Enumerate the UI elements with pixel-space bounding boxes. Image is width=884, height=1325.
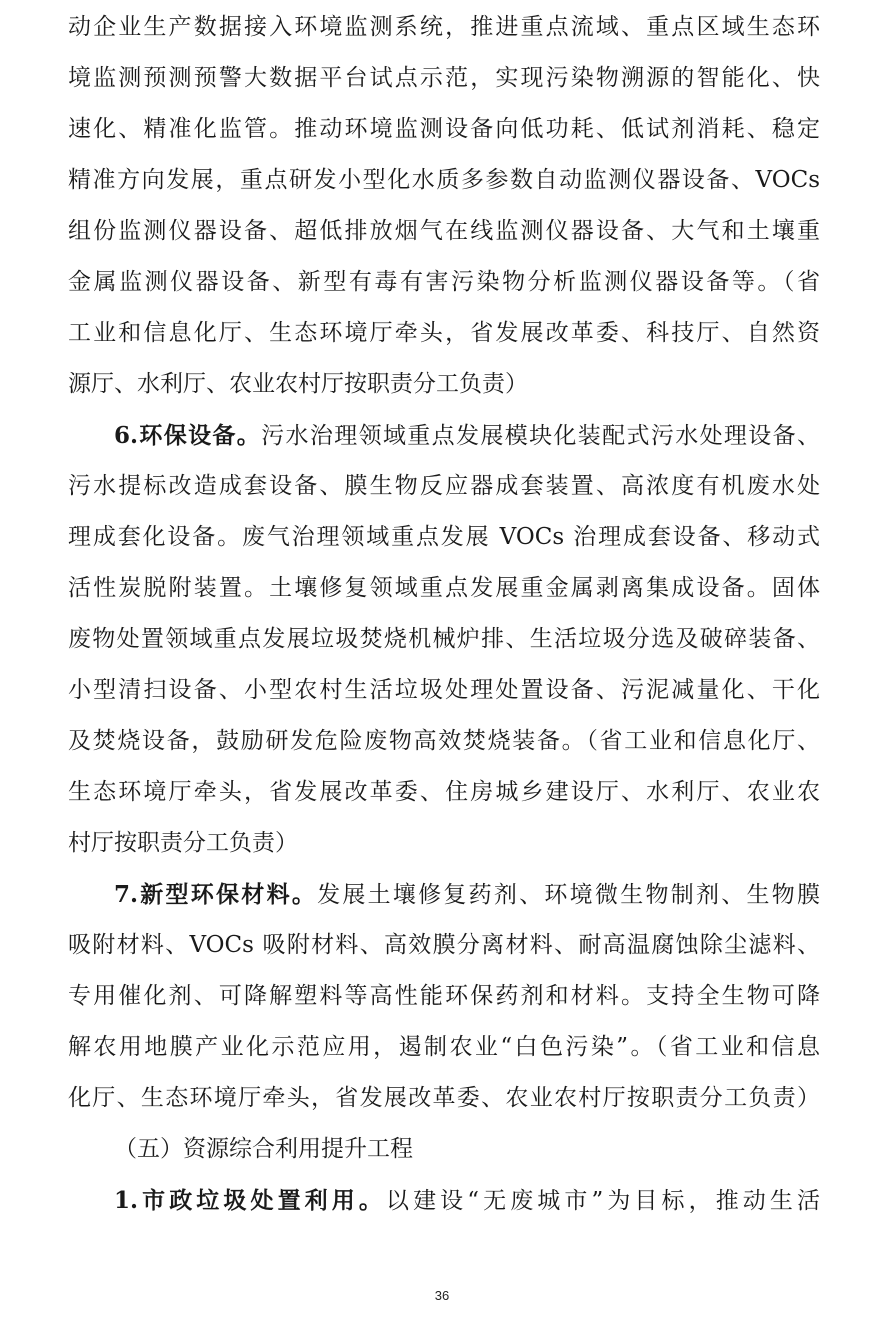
text-line (68, 869, 820, 920)
text-line (68, 1175, 820, 1226)
text-line: 生态环境厅牵头，省发展改革委、住房城乡建设厅、水利厅、农业农 (68, 779, 820, 805)
text-line: 小型清扫设备、小型农村生活垃圾处理处置设备、污泥减量化、干化 (68, 677, 820, 703)
paragraph-env-monitoring (68, 2, 820, 410)
text-line: 源厅、水利厅、农业农村厅按职责分工负责） (68, 371, 528, 397)
text-line: 污水提标改造成套设备、膜生物反应器成套装置、高浓度有机废水处 (68, 473, 820, 499)
text-span: 发展土壤修复药剂、环境微生物制剂、生物膜 (317, 882, 821, 908)
text-line: 活性炭脱附装置。土壤修复领域重点发展重金属剥离集成设备。固体 (68, 575, 820, 601)
section-heading-municipal-waste: 1.市政垃圾处置利用。 (114, 1187, 386, 1214)
text-line: 化厅、生态环境厅牵头，省发展改革委、农业农村厅按职责分工负责） (68, 1085, 820, 1111)
section-heading-env-equipment: 6.环保设备。 (114, 422, 262, 449)
text-line: 理成套化设备。废气治理领域重点发展 VOCs 治理成套设备、移动式 (68, 524, 820, 550)
paragraph-env-equipment (68, 410, 820, 869)
text-line: 动企业生产数据接入环境监测系统，推进重点流域、重点区域生态环 (68, 14, 820, 40)
paragraph-env-materials (68, 869, 820, 1124)
text-line: 专用催化剂、可降解塑料等高性能环保药剂和材料。支持全生物可降 (68, 983, 820, 1009)
text-line: 组份监测仪器设备、超低排放烟气在线监测仪器设备、大气和土壤重 (68, 218, 820, 244)
subsection-heading: （五）资源综合利用提升工程 (114, 1136, 413, 1162)
text-span: 污水治理领域重点发展模块化装配式污水处理设备、 (261, 423, 821, 449)
text-line: 解农用地膜产业化示范应用，遏制农业“白色污染”。（省工业和信息 (68, 1034, 820, 1060)
text-line (68, 410, 820, 461)
text-line: 村厅按职责分工负责） (68, 830, 298, 856)
text-line: 工业和信息化厅、生态环境厅牵头，省发展改革委、科技厅、自然资 (68, 320, 820, 346)
document-page (68, 2, 820, 1226)
page-number: 36 (434, 1288, 450, 1303)
text-line: 境监测预测预警大数据平台试点示范，实现污染物溯源的智能化、快 (68, 65, 820, 91)
text-line: 金属监测仪器设备、新型有毒有害污染物分析监测仪器设备等。（省 (68, 269, 820, 295)
text-line: 及焚烧设备，鼓励研发危险废物高效焚烧装备。（省工业和信息化厅、 (68, 728, 820, 754)
text-line: 吸附材料、VOCs 吸附材料、高效膜分离材料、耐高温腐蚀除尘滤料、 (68, 932, 820, 958)
section-heading-env-materials: 7.新型环保材料。 (114, 881, 318, 908)
text-span: 以建设“无废城市”为目标，推动生活 (385, 1188, 820, 1214)
text-line: 精准方向发展，重点研发小型化水质多参数自动监测仪器设备、VOCs (68, 167, 820, 193)
text-line: 废物处置领域重点发展垃圾焚烧机械炉排、生活垃圾分选及破碎装备、 (68, 626, 820, 652)
text-line: 速化、精准化监管。推动环境监测设备向低功耗、低试剂消耗、稳定 (68, 116, 820, 142)
paragraph-municipal-waste (68, 1175, 820, 1226)
